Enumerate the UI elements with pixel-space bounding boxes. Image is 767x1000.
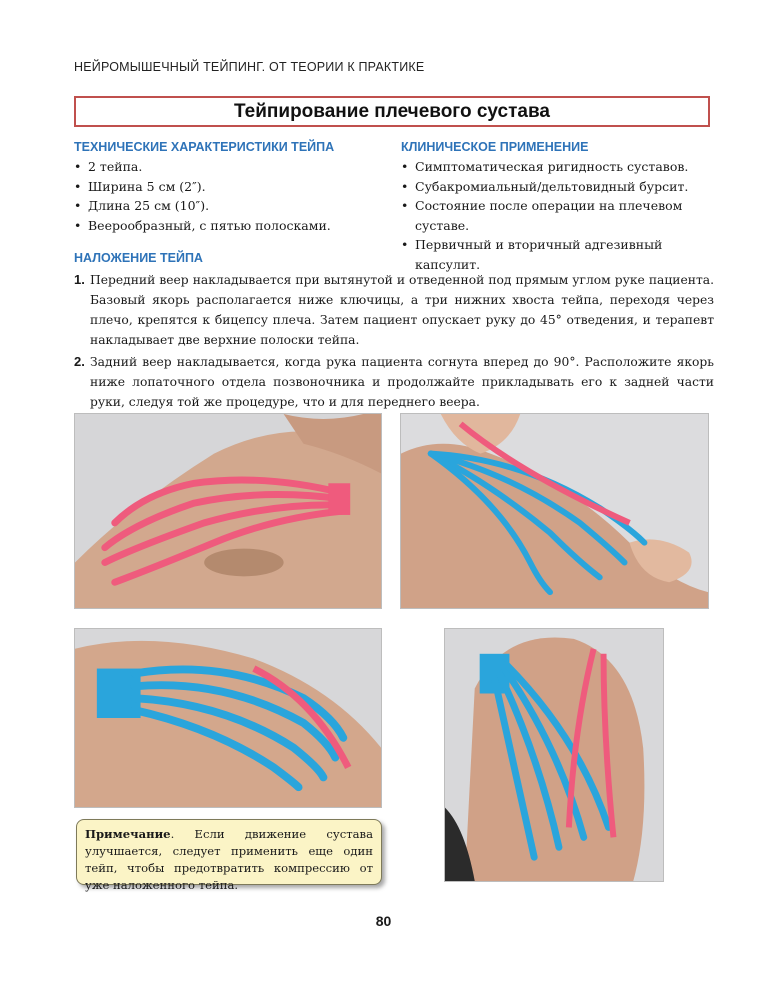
list-item: • Ширина 5 cм (2″).	[74, 177, 384, 197]
page-title: Тейпирование плечевого сустава	[234, 100, 550, 122]
tech-list	[74, 157, 384, 235]
application-steps	[74, 270, 714, 414]
list-item: • Состояние после операции на плечевом суставе.	[401, 196, 716, 235]
note-box	[76, 819, 382, 892]
step-text: Передний веер накладывается при вытянутой и отведенной под прямым углом руке пациента. Базовый якорь располагается ниже ключицы, а три нижних хвоста тейпа, переходя через плечо, крепятся к бицепсу плеча. Затем пациент опускает руку до 45° отведения, и терапевт накладывает две верхние полоски тейпа.	[90, 273, 714, 347]
list-item: • Первичный и вторичный адгезивный капсулит.	[401, 235, 716, 274]
list-item: • Субакромиальный/дельтовидный бурсит.	[401, 177, 716, 197]
page-number: 80	[375, 913, 392, 929]
note-label: Примечание	[85, 827, 171, 841]
clinical-list	[401, 157, 716, 274]
list-item: • Длина 25 cм (10″).	[74, 196, 384, 216]
note-text: . Если движение сустава улучшается, следует применить еще один тейп, чтобы предотвратить компрессию от уже наложенного тейпа.	[85, 827, 373, 892]
photo-side-view	[444, 628, 664, 882]
list-item: • 2 тейпа.	[74, 157, 384, 177]
step-number: 1.	[74, 272, 85, 287]
list-item: • Симптоматическая ригидность суставов.	[401, 157, 716, 177]
step-2	[74, 352, 714, 412]
step-1	[74, 270, 714, 350]
photo-posterior-fan	[74, 628, 382, 808]
photo-applying-blue-tape	[400, 413, 709, 609]
running-head: НЕЙРОМЫШЕЧНЫЙ ТЕЙПИНГ. ОТ ТЕОРИИ К ПРАКТИКЕ	[74, 60, 425, 74]
photo-front-fan	[74, 413, 382, 609]
clinical-heading: КЛИНИЧЕСКОЕ ПРИМЕНЕНИЕ	[401, 140, 589, 154]
step-text: Задний веер накладывается, когда рука пациента согнута вперед до 90°. Расположите якорь ниже лопаточного отдела позвоночника и продолжайте прикладывать его к задней части руки, следуя той же процедуре, что и для переднего веера.	[90, 355, 714, 409]
step-number: 2.	[74, 354, 85, 369]
application-heading: НАЛОЖЕНИЕ ТЕЙПА	[74, 251, 203, 265]
tech-heading: ТЕХНИЧЕСКИЕ ХАРАКТЕРИСТИКИ ТЕЙПА	[74, 140, 335, 154]
list-item: • Веерообразный, с пятью полосками.	[74, 216, 384, 236]
page-title-box	[74, 96, 710, 127]
